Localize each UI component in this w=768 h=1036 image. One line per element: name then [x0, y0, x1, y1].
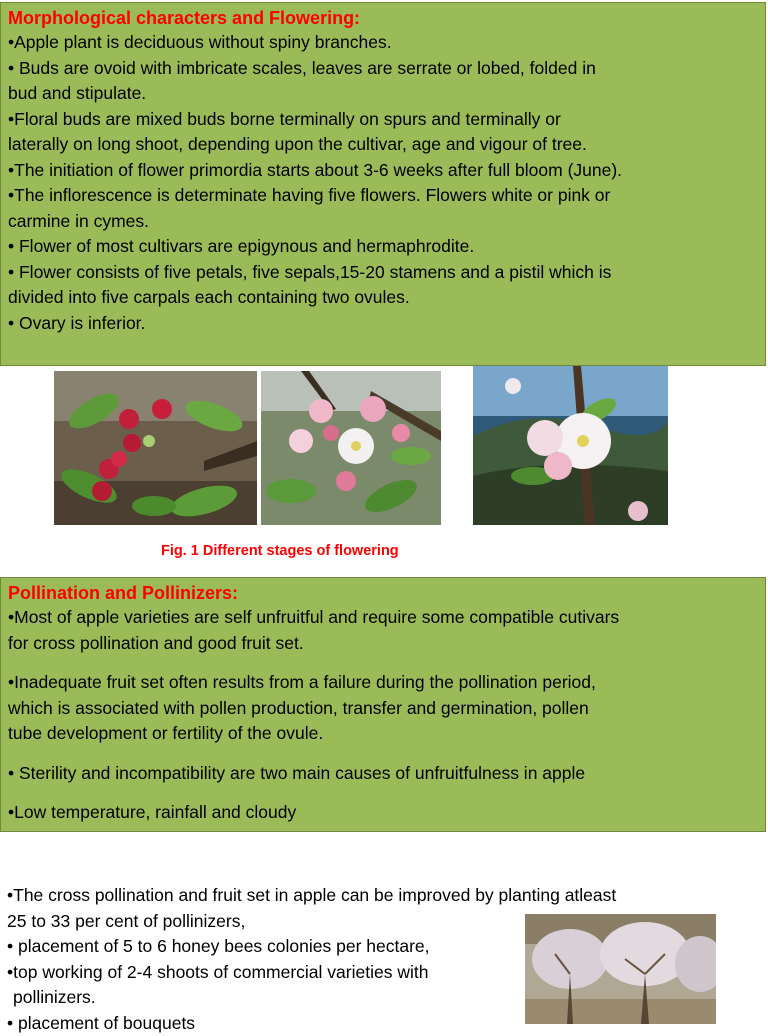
text-line: •Low temperature, rainfall and cloudy — [8, 800, 758, 826]
pollination-heading: Pollination and Pollinizers: — [8, 582, 758, 605]
photo-full-bloom — [473, 366, 668, 525]
text-line: •The initiation of flower primordia starts about 3-6 weeks after full bloom (June). — [8, 158, 758, 184]
text-line: • Flower consists of five petals, five sepals,15-20 stamens and a pistil which is — [8, 260, 758, 286]
text-line: • Buds are ovoid with imbricate scales, leaves are serrate or lobed, folded in — [8, 56, 758, 82]
text-line: divided into five carpals each containing two ovules. — [8, 285, 758, 311]
text-line: •The cross pollination and fruit set in apple can be improved by planting atleast — [7, 883, 616, 909]
text-line: •Inadequate fruit set often results from a failure during the pollination period, — [8, 670, 758, 696]
text-line: carmine in cymes. — [8, 209, 758, 235]
text-line: • Flower of most cultivars are epigynous and hermaphrodite. — [8, 234, 758, 260]
text-line: •The inflorescence is determinate having five flowers. Flowers white or pink or — [8, 183, 758, 209]
text-line: which is associated with pollen production, transfer and germination, pollen — [8, 696, 758, 722]
photo-flower-buds — [54, 371, 257, 525]
text-line: •Apple plant is deciduous without spiny branches. — [8, 30, 758, 56]
paragraph — [8, 670, 758, 747]
text-line: 25 to 33 per cent of pollinizers, — [7, 909, 616, 935]
photo-flowers-opening — [261, 371, 441, 525]
morphology-panel — [0, 2, 766, 366]
text-line: bud and stipulate. — [8, 81, 758, 107]
text-line: • placement of bouquets — [7, 1011, 616, 1036]
text-line: • Ovary is inferior. — [8, 311, 758, 337]
figure-caption: Fig. 1 Different stages of flowering — [161, 543, 399, 559]
paragraph — [8, 605, 758, 656]
paragraph — [8, 800, 758, 826]
text-line: •top working of 2-4 shoots of commercial varieties with — [7, 960, 616, 986]
text-line: •Floral buds are mixed buds borne terminally on spurs and terminally or — [8, 107, 758, 133]
paragraph — [8, 761, 758, 787]
text-line: for cross pollination and good fruit set. — [8, 631, 758, 657]
text-line: • Sterility and incompatibility are two main causes of unfruitfulness in apple — [8, 761, 758, 787]
text-line: • placement of 5 to 6 honey bees colonies per hectare, — [7, 934, 616, 960]
text-line: tube development or fertility of the ovule. — [8, 721, 758, 747]
text-line: •Most of apple varieties are self unfruitful and require some compatible cutivars — [8, 605, 758, 631]
pollination-panel — [0, 577, 766, 832]
text-line: laterally on long shoot, depending upon the cultivar, age and vigour of tree. — [8, 132, 758, 158]
text-line: pollinizers. — [7, 985, 616, 1011]
morphology-text — [8, 30, 758, 336]
photo-orchard — [525, 914, 716, 1024]
morphology-heading: Morphological characters and Flowering: — [8, 7, 758, 30]
